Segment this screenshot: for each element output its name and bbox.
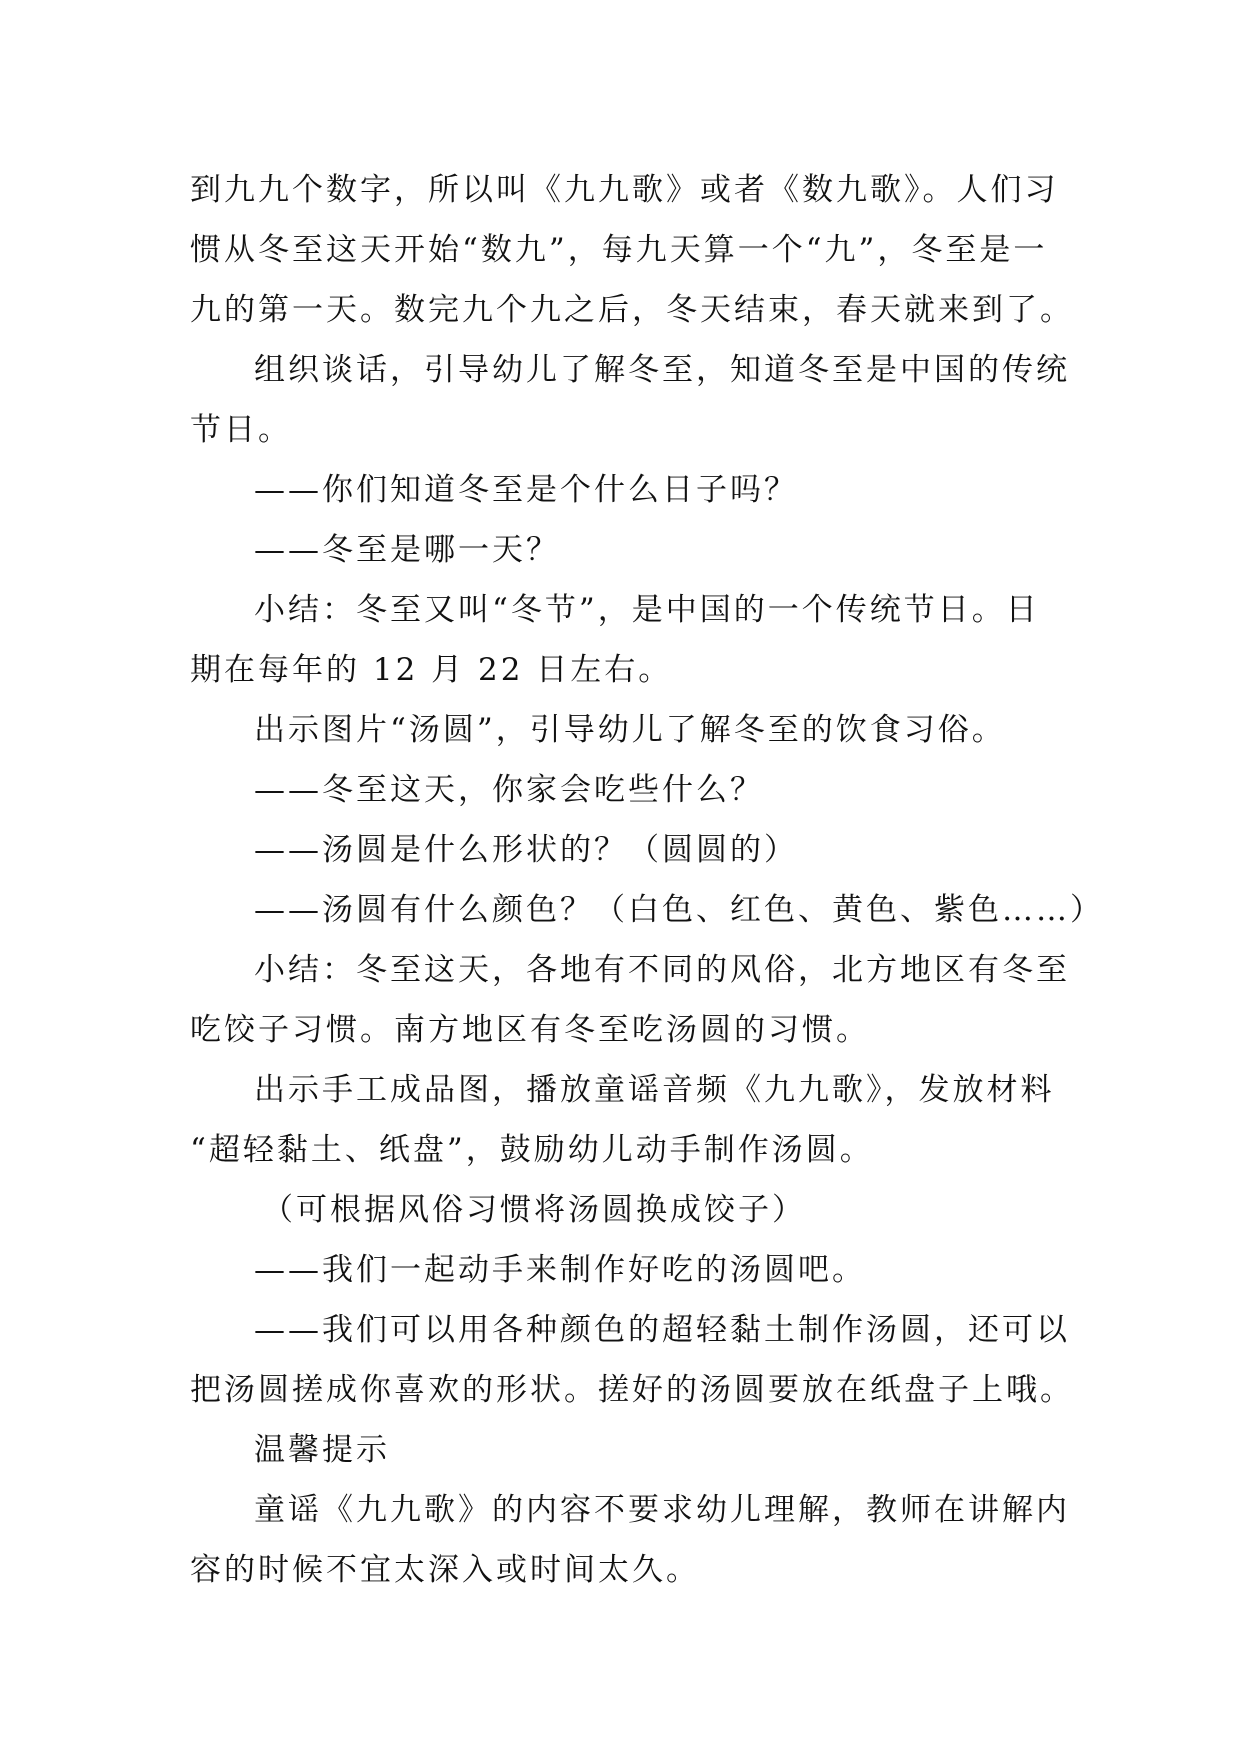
- text-line: 九的第一天。数完九个九之后，冬天结束，春天就来到了。: [190, 292, 1074, 328]
- text-line: ——你们知道冬至是个什么日子吗？: [254, 472, 798, 508]
- text-line: 容的时候不宜太深入或时间太久。: [190, 1552, 700, 1588]
- text-line: 吃饺子习惯。南方地区有冬至吃汤圆的习惯。: [190, 1012, 870, 1048]
- text-line: 节日。: [190, 412, 292, 448]
- text-line: 小结：冬至这天，各地有不同的风俗，北方地区有冬至: [254, 952, 1070, 988]
- text-line: ——汤圆有什么颜色？（白色、红色、黄色、紫色……）: [254, 892, 1104, 928]
- text-line: ——冬至是哪一天？: [254, 532, 560, 568]
- text-line: 到九九个数字，所以叫《九九歌》或者《数九歌》。人们习: [190, 172, 1059, 208]
- text-line: 组织谈话，引导幼儿了解冬至，知道冬至是中国的传统: [254, 352, 1070, 388]
- section-heading: 温馨提示: [254, 1432, 390, 1468]
- text-line: ——汤圆是什么形状的？（圆圆的）: [254, 832, 798, 868]
- text-line: “超轻黏土、纸盘”，鼓励幼儿动手制作汤圆。: [190, 1132, 874, 1168]
- text-line: 期在每年的 12 月 22 日左右。: [190, 652, 673, 688]
- text-line: 童谣《九九歌》的内容不要求幼儿理解，教师在讲解内: [254, 1492, 1070, 1528]
- text-line: ——冬至这天，你家会吃些什么？: [254, 772, 764, 808]
- text-line: 出示图片“汤圆”，引导幼儿了解冬至的饮食习俗。: [254, 712, 1006, 748]
- text-line: 小结：冬至又叫“冬节”，是中国的一个传统节日。日: [254, 592, 1040, 628]
- text-line: 把汤圆搓成你喜欢的形状。搓好的汤圆要放在纸盘子上哦。: [190, 1372, 1074, 1408]
- text-line: 惯从冬至这天开始“数九”，每九天算一个“九”，冬至是一: [190, 232, 1048, 268]
- text-line: （可根据风俗习惯将汤圆换成饺子）: [262, 1192, 806, 1228]
- text-line: ——我们可以用各种颜色的超轻黏土制作汤圆，还可以: [254, 1312, 1070, 1348]
- text-line: 出示手工成品图，播放童谣音频《九九歌》，发放材料: [254, 1072, 1055, 1108]
- document-body: [190, 160, 1104, 1600]
- text-line: ——我们一起动手来制作好吃的汤圆吧。: [254, 1252, 866, 1288]
